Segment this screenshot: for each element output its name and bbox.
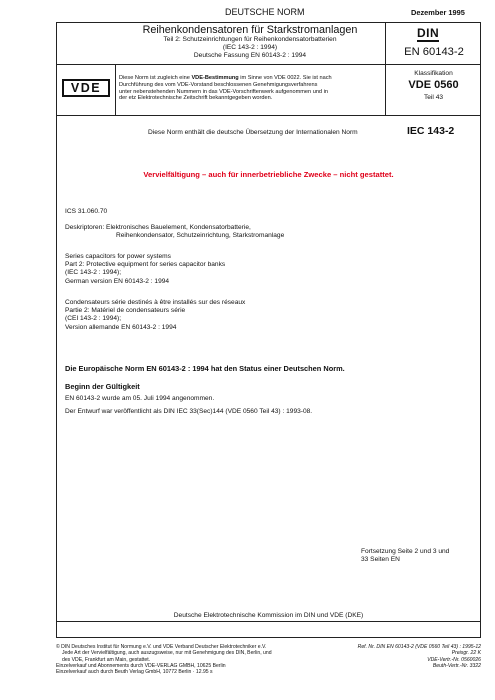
footer-reference: Ref. Nr. DIN EN 60143-2 (VDE 0560 Teil 43) : 1995-12 Preisgr. 22 K VDE-Vertr.-Nr. 0560026 Beuth-Vertr.-Nr. 3322 xyxy=(357,644,481,669)
descriptors-line-1: Deskriptoren: Elektronisches Bauelement, Kondensatorbatterie, xyxy=(65,224,251,231)
translation-note: Diese Norm enthält die deutsche Übersetzung der Internationalen Norm xyxy=(148,129,358,136)
document-title: Reihenkondensatoren für Starkstromanlagen xyxy=(142,24,358,36)
commission: Deutsche Elektrotechnische Kommission im DIN und VDE (DKE) xyxy=(173,612,364,619)
vde-bestimmung-label: VDE-Bestimmung xyxy=(191,75,239,81)
validity-heading: Beginn der Gültigkeit xyxy=(65,382,140,391)
ics-code: ICS 31.060.70 xyxy=(65,208,108,215)
subtitle-line-1: Teil 2: Schutzeinrichtungen für Reihenkondensatorbatterien xyxy=(163,36,337,43)
footer-copyright: © DIN Deutsches Institut für Normung e.V. und VDE Verband Deutscher Elektrotechniker e.V. Jede Art der Vervielfältigung, auch auszugsweise, nur mit Genehmigung des DIN, Berlin, und des VDE, Frankfurt am Main, gestattet. Einzelverkauf und Abonnements durch VDE-VERLAG GMBH, 10625 Berlin Einzelverkauf auch durch Beuth Verlag GmbH, 10772 Berlin · 12.95 s xyxy=(56,644,272,676)
iec-reference: IEC 143-2 xyxy=(407,125,455,137)
descriptors-line-2: Reihenkondensator, Schutzeinrichtung, Starkstromanlage xyxy=(116,232,285,240)
status-statement: Die Europäische Norm EN 60143-2 : 1994 hat den Status einer Deutschen Norm. xyxy=(65,364,345,373)
header-left-divider xyxy=(115,64,116,115)
header-bottom-divider xyxy=(56,115,481,116)
validity-line-1: EN 60143-2 wurde am 05. Juli 1994 angenommen. xyxy=(65,395,215,402)
klassifikation-block xyxy=(386,69,481,102)
validity-line-2: Der Entwurf war veröffentlicht als DIN IEC 33(Sec)144 (VDE 0560 Teil 43) : 1993-08. xyxy=(65,408,313,415)
klassifikation-label: Klassifikation xyxy=(414,70,453,77)
subtitle-line-2: (IEC 143-2 : 1994) xyxy=(222,43,278,51)
vde-notice: Diese Norm ist zugleich eine VDE-Bestimmung im Sinne von VDE 0022. Sie ist nach Durchführung des vom VDE-Vorstand beschlossenen Genehmigungsverfahrens unter nebenstehenden Nummern in das VDE-Vorschriftenwerk aufgenommen und in der etz Elektrotechnische Zeitschrift bekanntgegeben worden. xyxy=(119,75,332,102)
french-title: Condensateurs série destinés à être installés sur des réseaux Partie 2: Matériel de condensateurs série (CEI 143-2 : 1994); Version allemande EN 60143-2 : 1994 xyxy=(65,299,246,331)
din-logo: DIN xyxy=(417,26,440,40)
norm-label: DEUTSCHE NORM xyxy=(225,7,305,17)
vde-logo-text: VDE xyxy=(70,81,102,95)
header-divider xyxy=(56,64,481,65)
din-number: EN 60143-2 xyxy=(404,46,464,58)
issue-date: Dezember 1995 xyxy=(411,8,465,17)
title-block xyxy=(116,24,384,59)
continuation-note: Fortsetzung Seite 2 und 3 und 33 Seiten EN xyxy=(361,548,450,564)
descriptors xyxy=(65,224,284,240)
vde-logo xyxy=(62,79,110,97)
english-title: Series capacitors for power systems Part 2: Protective equipment for series capacitor banks (IEC 143-2 : 1994); German version EN 60143-2 : 1994 xyxy=(65,253,226,285)
commission-divider xyxy=(56,621,481,622)
vde-teil: Teil 43 xyxy=(423,94,444,101)
vde-classification-number: VDE 0560 xyxy=(408,79,459,91)
subtitle-line-3: Deutsche Fassung EN 60143-2 : 1994 xyxy=(193,51,307,59)
copy-warning: Vervielfältigung – auch für innerbetriebliche Zwecke – nicht gestattet. xyxy=(143,170,394,179)
